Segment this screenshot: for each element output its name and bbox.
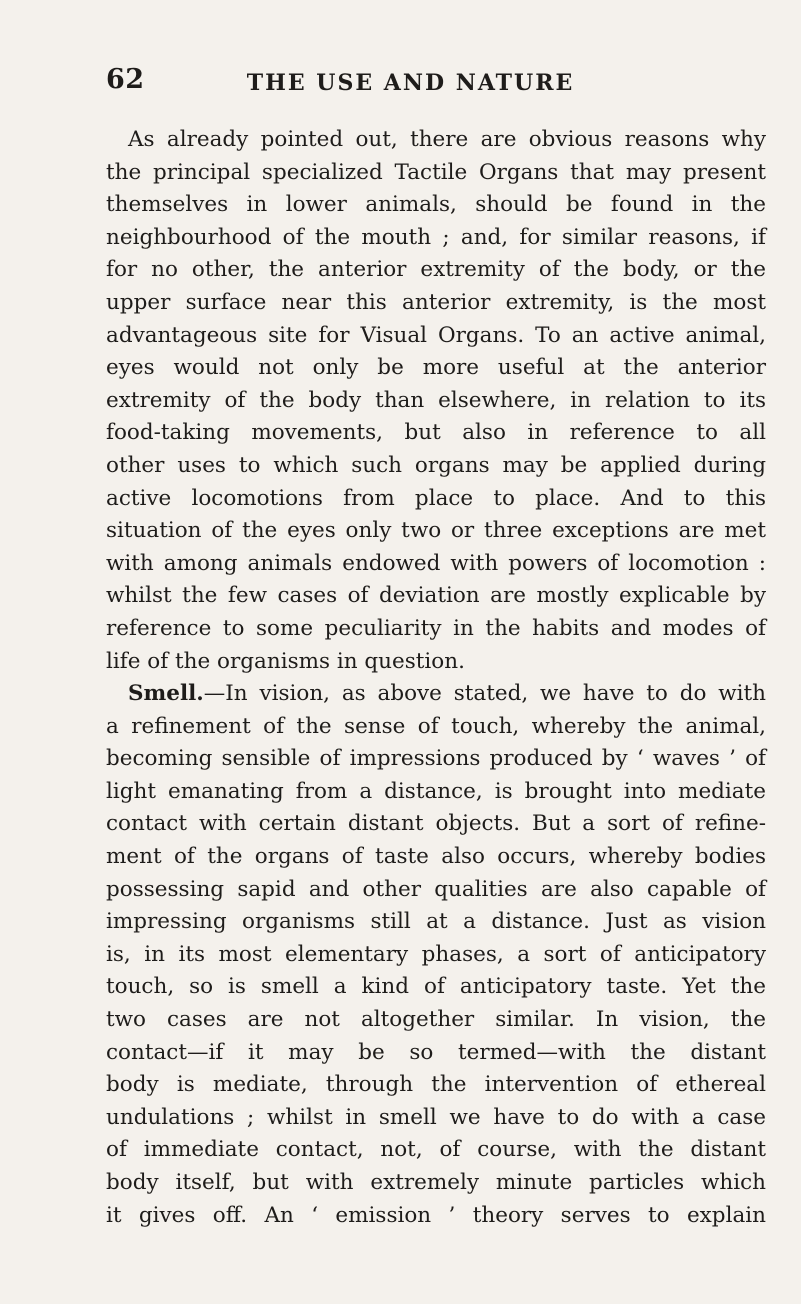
text-line: body itself, but with extremely minute particles which [106, 1170, 766, 1195]
text-line: other uses to which such organs may be applied during [106, 452, 766, 478]
text-line: two cases are not altogether similar. In vision, the [106, 1007, 766, 1033]
text-line: upper surface near this anterior extremity, is the most [106, 289, 766, 315]
text-line: ment of the organs of taste also occurs, whereby bodies [106, 844, 766, 870]
text-line: advantageous site for Visual Organs. To an active animal, [106, 322, 766, 348]
text-line: whilst the few cases of deviation are mostly explicable by [106, 583, 766, 609]
text-line: themselves in lower animals, should be found in the [106, 192, 766, 218]
smell-heading: Smell. [128, 681, 204, 707]
text-line: a refinement of the sense of touch, whereby the animal, [106, 713, 766, 739]
text-line: impressing organisms still at a distance. Just as vision [106, 909, 766, 935]
text-line: reference to some peculiarity in the habits and modes of [106, 615, 766, 641]
text-line: the principal specialized Tactile Organs that may present [106, 159, 766, 185]
text-line: active locomotions from place to place. And to this [106, 485, 766, 511]
body-text [106, 124, 766, 1232]
text-line: is, in its most elementary phases, a sort of anticipatory [106, 941, 766, 967]
text-line: touch, so is smell a kind of anticipatory taste. Yet the [106, 974, 766, 1000]
text-line: food-taking movements, but also in reference to all [106, 420, 766, 446]
text-line: life of the organisms in question. [106, 648, 465, 674]
text-line: undulations ; whilst in smell we have to do with a case [106, 1104, 766, 1130]
text-line: light emanating from a distance, is brought into mediate [106, 778, 766, 804]
text-line: body is mediate, through the intervention of ethereal [106, 1072, 766, 1098]
text-line: extremity of the body than elsewhere, in relation to its [106, 387, 766, 413]
text-line: for no other, the anterior extremity of the body, or the [106, 257, 766, 283]
text-fragment: —In vision, as above stated, we have to do with [203, 681, 766, 707]
text-line: it gives off. An ‘ emission ’ theory serves to explain [106, 1202, 766, 1228]
text-line: of immediate contact, not, of course, with the distant [106, 1137, 766, 1163]
text-line [106, 678, 766, 711]
running-title: THE USE AND NATURE [246, 70, 575, 96]
text-line: contact with certain distant objects. But a sort of refine- [106, 811, 766, 837]
text-line: neighbourhood of the mouth ; and, for similar reasons, if [106, 224, 766, 250]
text-line: eyes would not only be more useful at the anterior [106, 355, 766, 381]
text-line: possessing sapid and other qualities are also capable of [106, 876, 766, 902]
text-line: contact—if it may be so termed—with the distant [106, 1039, 766, 1065]
text-line: As already pointed out, there are obvious reasons why [128, 127, 766, 152]
text-line: becoming sensible of impressions produced by ‘ waves ’ of [106, 746, 766, 772]
text-line: situation of the eyes only two or three exceptions are met [106, 518, 766, 544]
text-line: with among animals endowed with powers of locomotion : [106, 550, 766, 576]
page-number: 62 [106, 64, 145, 95]
